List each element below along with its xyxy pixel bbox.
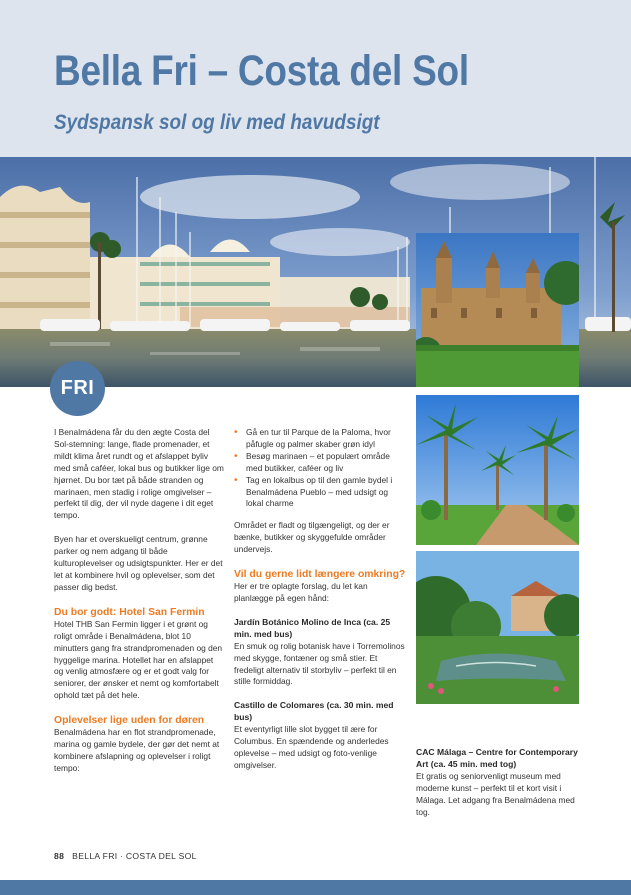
page-subtitle: Sydspansk sol og liv med havudsigt xyxy=(54,111,380,134)
footer-label: BELLA FRI · COSTA DEL SOL xyxy=(72,851,197,861)
column-middle xyxy=(234,427,406,772)
page-number: 88 xyxy=(54,851,65,861)
further-heading: Vil du gerne lidt længere omkring? xyxy=(234,569,406,581)
hotel-heading: Du bor godt: Hotel San Fermin xyxy=(54,606,205,618)
excursion-text: Et eventyrligt lille slot bygget til ære for Columbus. En spændende og anderledes oplevelse – med udsigt og foto-venlige omgivelser. xyxy=(234,724,389,770)
list-item: • Tag en lokalbus op til den gamle bydel i Benalmádena Pueblo – med udsigt og lokal charme xyxy=(234,475,406,511)
intro-paragraph: I Benalmádena får du den ægte Costa del Sol-stemning: lange, flade promenader, et mildt klima året rundt og et afslappet byliv med små caféer, lokal bus og butikker lige om hjørnet. Du bor tæt på både stranden og marinaen, men stadig i rolige omgivelser – perfekt til dig, der vil nyde dagene i dit eget tempo. xyxy=(54,427,224,521)
column-left xyxy=(54,427,224,775)
city-paragraph: Byen har et overskueligt centrum, grønne parker og nem adgang til både kulturoplevelser og udsigtspunkter. Her er det let at kombinere hvil og oplevelser, som det passer dig bedst. xyxy=(54,534,223,592)
list-item: • Besøg marinaen – et populært område med butikker, caféer og liv xyxy=(234,451,406,475)
botanical-garden-photo xyxy=(416,551,579,704)
excursion-title: Castillo de Colomares (ca. 30 min. med bus) xyxy=(234,700,394,723)
excursion-title: Jardín Botánico Molino de Inca (ca. 25 min. med bus) xyxy=(234,616,391,639)
doorstep-heading: Oplevelser lige uden for døren xyxy=(54,715,205,727)
column-right xyxy=(416,747,586,818)
excursion-text: Et gratis og seniorvenligt museum med moderne kunst – perfekt til et kort visit i Málaga. Let adgang fra Benalmádena med tog. xyxy=(416,770,575,817)
excursion-text: En smuk og rolig botanisk have i Torremolinos med skygge, fontæner og små stier. Et fredeligt alternativ til storbyliv – perfekt til en stille formiddag. xyxy=(234,640,405,687)
excursion-title: CAC Málaga – Centre for Contemporary Art (ca. 45 min. med tog) xyxy=(416,747,578,769)
footer-bar xyxy=(0,880,631,895)
palm-park-photo xyxy=(416,395,579,545)
further-paragraph: Her er tre oplagte forslag, du let kan planlægge på egen hånd: xyxy=(234,581,368,603)
castle-photo xyxy=(416,233,579,387)
header-band xyxy=(0,0,631,157)
fri-badge: FRI xyxy=(50,361,105,416)
activity-list xyxy=(234,427,406,510)
page-title: Bella Fri – Costa del Sol xyxy=(54,47,469,95)
doorstep-paragraph: Benalmádena har en flot strandpromenade, marina og gamle bydele, der gør det nemt at kombinere afslapning og oplevelser i roligt tempo: xyxy=(54,727,220,773)
area-paragraph: Området er fladt og tilgængeligt, og der er bænke, butikker og skyggefulde områder undervejs. xyxy=(234,520,390,555)
page-footer xyxy=(54,851,197,861)
list-item: • Gå en tur til Parque de la Paloma, hvor påfugle og palmer skaber grøn idyl xyxy=(234,427,406,451)
hotel-paragraph: Hotel THB San Fermin ligger i et grønt og roligt område i Benalmádena, blot 10 minutters gang fra strandpromenaden og den hyggelige marina. Hotellet har en afslappet og venlig atmosfære og er et godt valg for seniorer, der ønsker et nemt og komfortabelt ophold tæt på det hele. xyxy=(54,618,223,701)
